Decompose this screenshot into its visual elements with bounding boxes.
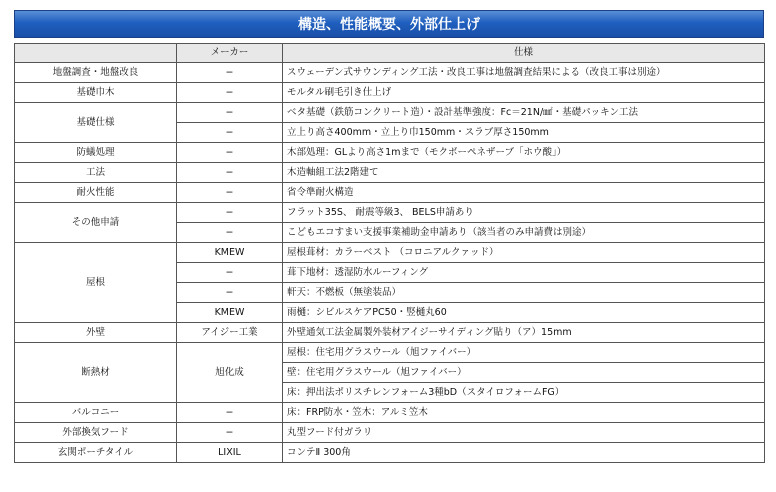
row-maker: − [177,123,283,143]
table-row [15,83,765,103]
header-row [15,44,765,63]
row-maker: − [177,223,283,243]
row-item: 工法 [15,163,177,183]
row-spec: 木造軸組工法2階建て [283,163,765,183]
table-title: 構造、性能概要、外部仕上げ [14,10,764,38]
table-row [15,403,765,423]
row-item: 断熱材 [15,343,177,403]
row-spec: 丸型フード付ガラリ [283,423,765,443]
row-item: 基礎巾木 [15,83,177,103]
row-spec: 雨樋：シビルスケアPC50・竪樋丸60 [283,303,765,323]
row-maker: − [177,423,283,443]
row-item: バルコニー [15,403,177,423]
row-maker: − [177,183,283,203]
row-spec: ベタ基礎（鉄筋コンクリート造）・設計基準強度：Fc＝21N/㎟・基礎パッキン工法 [283,103,765,123]
row-item: 玄関ポーチタイル [15,443,177,463]
row-item: 地盤調査・地盤改良 [15,63,177,83]
table-row [15,203,765,223]
spec-table [14,43,765,463]
row-maker: − [177,103,283,123]
row-item: 防蟻処理 [15,143,177,163]
row-spec: 木部処理：GLより高さ1mまで（モクボーペネザーブ「ホウ酸」） [283,143,765,163]
table-row [15,443,765,463]
row-spec: 屋根葺材：カラーベスト （コロニアルクァッド） [283,243,765,263]
table-row [15,183,765,203]
row-item: その他申請 [15,203,177,243]
row-item: 屋根 [15,243,177,323]
row-spec: 壁：住宅用グラスウール（旭ファイバー） [283,363,765,383]
row-maker: − [177,143,283,163]
row-spec: 軒天：不燃板（無塗装品） [283,283,765,303]
row-spec: 床：FRP防水・笠木：アルミ笠木 [283,403,765,423]
table-row [15,243,765,263]
row-spec: こどもエコすまい支援事業補助金申請あり（該当者のみ申請費は別途） [283,223,765,243]
row-maker: − [177,63,283,83]
table-row [15,143,765,163]
row-maker: LIXIL [177,443,283,463]
row-maker: − [177,263,283,283]
table-row [15,323,765,343]
row-spec: モルタル刷毛引き仕上げ [283,83,765,103]
row-spec: 外壁通気工法金属製外装材アイジーサイディング貼り（ア）15mm [283,323,765,343]
row-spec: 立上り高さ400mm・立上り巾150mm・スラブ厚さ150mm [283,123,765,143]
row-maker: − [177,283,283,303]
row-spec: 床：押出法ポリスチレンフォーム3種bD（スタイロフォームFG） [283,383,765,403]
row-item: 耐火性能 [15,183,177,203]
table-row [15,343,765,363]
header-item [15,44,177,63]
row-spec: 屋根：住宅用グラスウール（旭ファイバー） [283,343,765,363]
header-spec: 仕様 [283,44,765,63]
table-row [15,103,765,123]
row-item: 外部換気フード [15,423,177,443]
table-row [15,163,765,183]
row-maker: − [177,163,283,183]
row-spec: 葺下地材：透湿防水ルーフィング [283,263,765,283]
row-maker: − [177,403,283,423]
table-row [15,63,765,83]
row-spec: スウェーデン式サウンディング工法・改良工事は地盤調査結果による（改良工事は別途） [283,63,765,83]
row-item: 基礎仕様 [15,103,177,143]
row-maker: アイジー工業 [177,323,283,343]
row-spec: フラット35S、 耐震等級3、 BELS申請あり [283,203,765,223]
row-spec: 省令準耐火構造 [283,183,765,203]
table-row [15,423,765,443]
row-maker: 旭化成 [177,343,283,403]
row-maker: KMEW [177,303,283,323]
row-item: 外壁 [15,323,177,343]
row-spec: コンテⅡ 300角 [283,443,765,463]
row-maker: − [177,203,283,223]
row-maker: − [177,83,283,103]
row-maker: KMEW [177,243,283,263]
header-maker: メーカー [177,44,283,63]
